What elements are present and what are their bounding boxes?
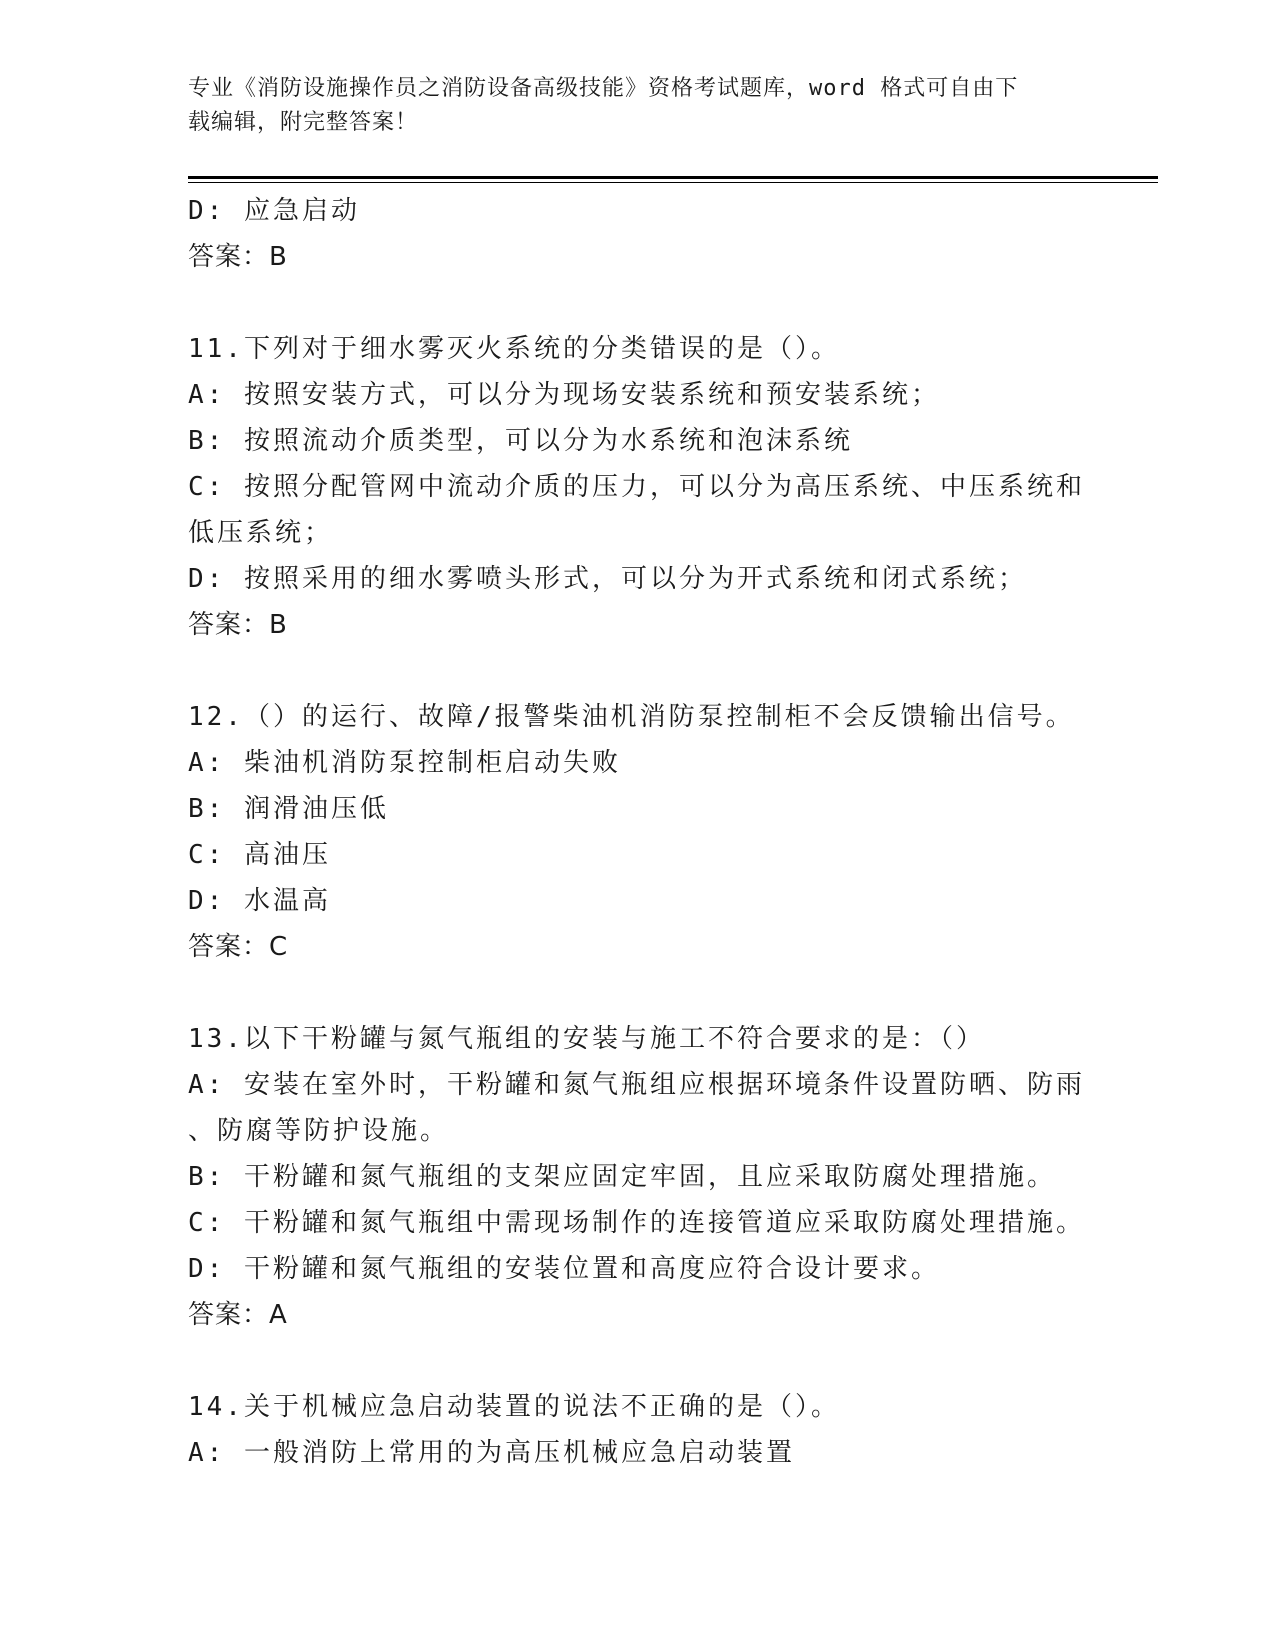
question-block-11 — [188, 326, 1088, 648]
question-block-14 — [188, 1384, 1088, 1476]
spacer — [188, 280, 1088, 326]
option-b: B: 润滑油压低 — [188, 794, 389, 824]
question-stem: 12.（）的运行、故障/报警柴油机消防泵控制柜不会反馈输出信号。 — [188, 702, 1075, 732]
header-line-2: 载编辑，附完整答案！ — [188, 110, 419, 135]
option-a: A: 按照安装方式，可以分为现场安装系统和预安装系统； — [188, 380, 940, 410]
question-block-13 — [188, 1016, 1088, 1338]
option-c: C: 高油压 — [188, 840, 331, 870]
answer: 答案：B — [188, 242, 288, 272]
option-a: A: 一般消防上常用的为高压机械应急启动装置 — [188, 1438, 795, 1468]
header-divider-thick — [188, 176, 1158, 179]
option-a: A: 安装在室外时，干粉罐和氮气瓶组应根据环境条件设置防晒、防雨 — [188, 1070, 1085, 1100]
option-a-continued: 、防腐等防护设施。 — [188, 1116, 450, 1146]
option-d: D: 水温高 — [188, 886, 331, 916]
header-line-1: 专业《消防设施操作员之消防设备高级技能》资格考试题库，word 格式可自由下 — [188, 76, 1019, 101]
question-block-10 — [188, 188, 1088, 280]
answer: 答案：C — [188, 932, 289, 962]
question-block-12 — [188, 694, 1088, 970]
option-b: B: 按照流动介质类型，可以分为水系统和泡沫系统 — [188, 426, 853, 456]
option-d: D: 干粉罐和氮气瓶组的安装位置和高度应符合设计要求。 — [188, 1254, 940, 1284]
answer: 答案：B — [188, 610, 288, 640]
option-c-continued: 低压系统； — [188, 518, 334, 548]
header-divider-thin — [188, 182, 1158, 183]
question-stem: 11.下列对于细水雾灭火系统的分类错误的是（）。 — [188, 334, 840, 364]
question-list — [188, 188, 1088, 1476]
option-b: B: 干粉罐和氮气瓶组的支架应固定牢固，且应采取防腐处理措施。 — [188, 1162, 1056, 1192]
spacer — [188, 1338, 1088, 1384]
option-d: D: 应急启动 — [188, 196, 360, 226]
option-a: A: 柴油机消防泵控制柜启动失败 — [188, 748, 621, 778]
option-d: D: 按照采用的细水雾喷头形式，可以分为开式系统和闭式系统； — [188, 564, 1027, 594]
answer: 答案：A — [188, 1300, 288, 1330]
option-c: C: 干粉罐和氮气瓶组中需现场制作的连接管道应采取防腐处理措施。 — [188, 1208, 1085, 1238]
spacer — [188, 648, 1088, 694]
question-stem: 14.关于机械应急启动装置的说法不正确的是（）。 — [188, 1392, 840, 1422]
spacer — [188, 970, 1088, 1016]
question-stem: 13.以下干粉罐与氮气瓶组的安装与施工不符合要求的是：（） — [188, 1024, 985, 1054]
document-header-note — [188, 72, 1068, 140]
option-c: C: 按照分配管网中流动介质的压力，可以分为高压系统、中压系统和 — [188, 472, 1085, 502]
